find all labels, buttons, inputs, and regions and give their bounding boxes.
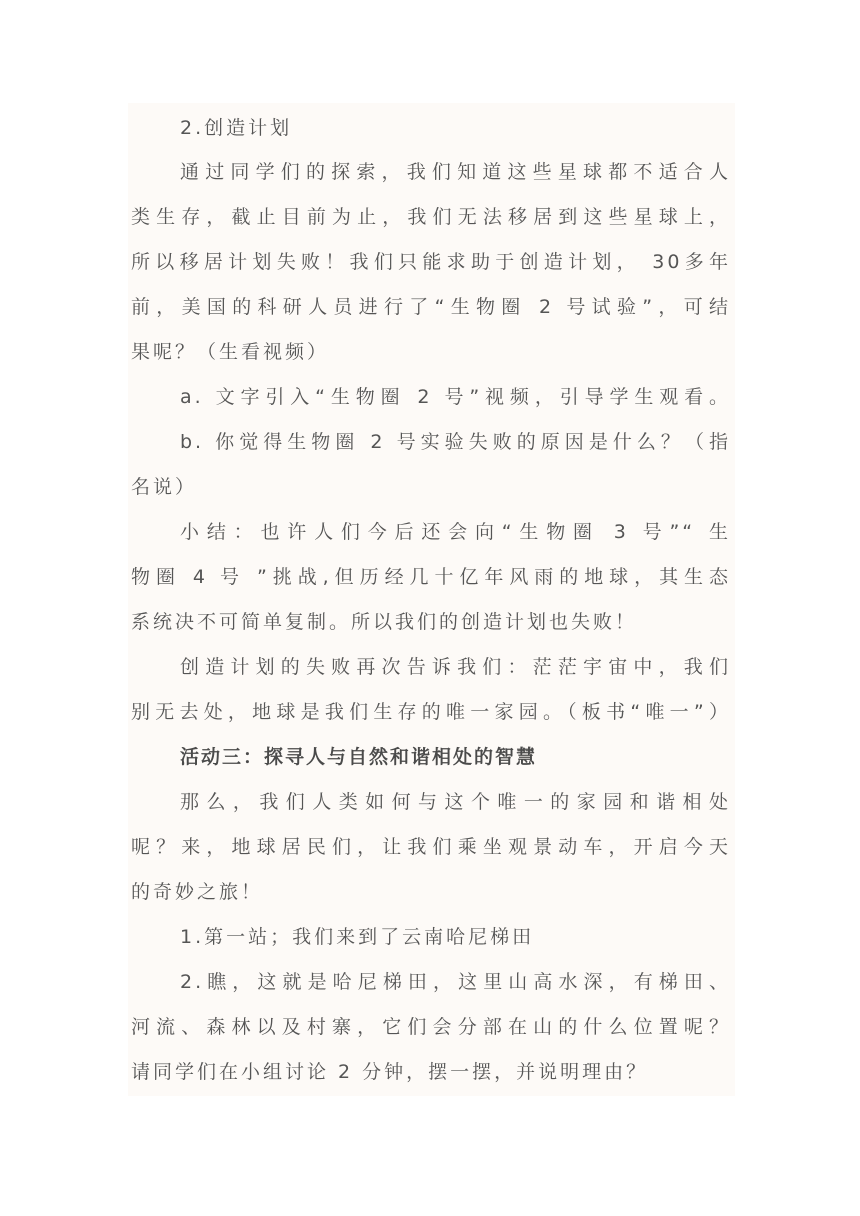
paragraph-line: 物圈 4 号 ”挑战,但历经几十亿年风雨的地球，其生态 [131, 566, 731, 588]
paragraph-line: 别无去处，地球是我们生存的唯一家园。（板书“唯一”） [131, 701, 731, 723]
paragraph-line: 河流、森林以及村寨，它们会分部在山的什么位置呢？ [131, 1016, 731, 1038]
list-item-a: a. 文字引入“生物圈 2 号”视频，引导学生观看。 [180, 386, 731, 408]
paragraph-line: 名说） [131, 476, 198, 498]
paragraph-line: 所以移居计划失败！我们只能求助于创造计划， 30多年 [131, 251, 731, 273]
activity-three-heading: 活动三：探寻人与自然和谐相处的智慧 [180, 746, 538, 768]
paragraph-line: 创造计划的失败再次告诉我们：茫茫宇宙中，我们 [180, 656, 731, 678]
paragraph-line: 请同学们在小组讨论 2 分钟，摆一摆，并说明理由？ [131, 1061, 649, 1083]
paragraph-line: 通过同学们的探索，我们知道这些星球都不适合人 [180, 161, 731, 183]
summary-line: 小结：也许人们今后还会向“生物圈 3 号”“ 生 [180, 521, 731, 543]
paragraph-line: 呢？来，地球居民们，让我们乘坐观景动车，开启今天 [131, 836, 731, 858]
step-two-line: 2.瞧，这就是哈尼梯田，这里山高水深，有梯田、 [180, 971, 731, 993]
paragraph-line: 的奇妙之旅！ [131, 881, 264, 903]
step-one-line: 1.第一站；我们来到了云南哈尼梯田 [180, 926, 535, 948]
paragraph-line: 那么，我们人类如何与这个唯一的家园和谐相处 [180, 791, 731, 813]
paragraph-line: 果呢？（生看视频） [131, 341, 330, 363]
list-item-b: b. 你觉得生物圈 2 号实验失败的原因是什么？（指 [180, 431, 731, 453]
paragraph-line: 前，美国的科研人员进行了“生物圈 2 号试验”，可结 [131, 296, 731, 318]
paragraph-line: 类生存，截止目前为止，我们无法移居到这些星球上， [131, 206, 731, 228]
section-heading-creation-plan: 2.创造计划 [180, 117, 293, 139]
paragraph-line: 系统决不可简单复制。所以我们的创造计划也失败！ [131, 611, 638, 633]
